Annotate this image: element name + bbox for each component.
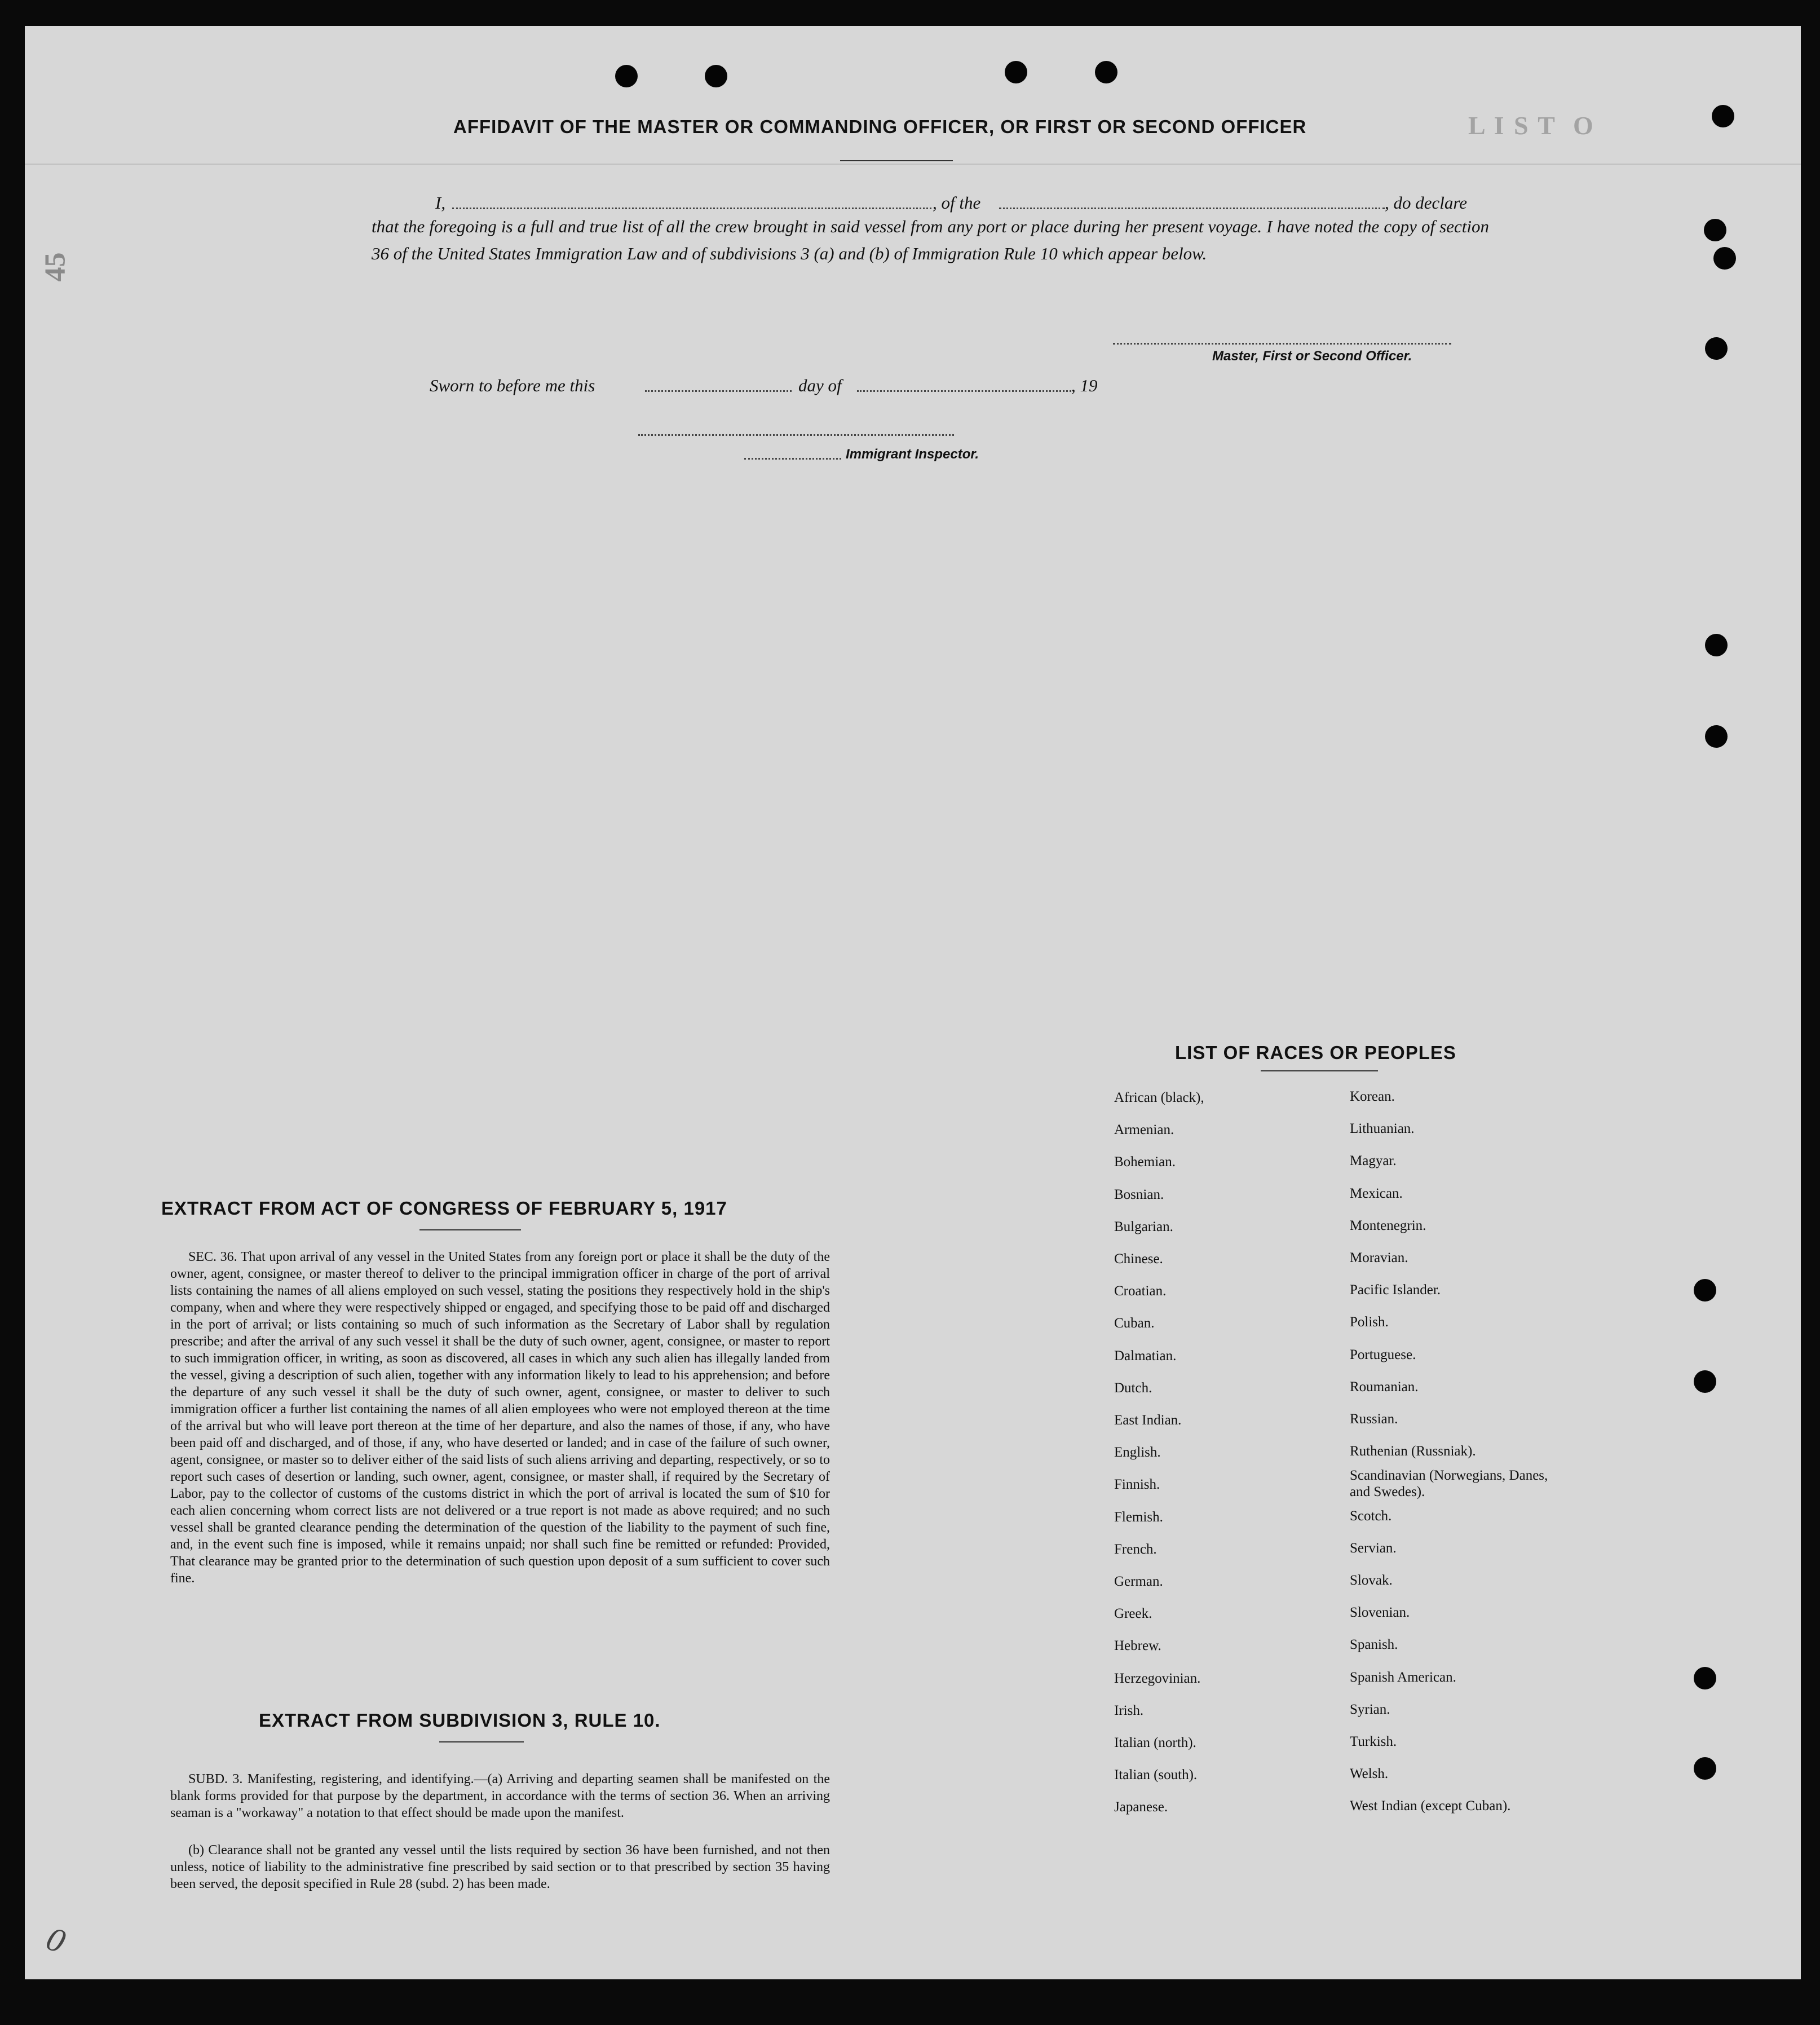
extract-act-title-rule — [419, 1229, 521, 1230]
affidavit-title-rule — [840, 160, 953, 161]
race-item: Hebrew. — [1114, 1638, 1161, 1654]
race-item: Cuban. — [1114, 1316, 1155, 1331]
punch-hole-right-2 — [1704, 219, 1726, 241]
race-item: Bohemian. — [1114, 1154, 1176, 1170]
race-item: Scandinavian (Norwegians, Danes, and Swedes). — [1350, 1468, 1548, 1500]
affidavit-i-label: I, — [435, 193, 446, 213]
race-item: Greek. — [1114, 1606, 1152, 1622]
race-item: Polish. — [1350, 1314, 1389, 1330]
punch-hole-right-5 — [1705, 634, 1728, 656]
race-item: Japanese. — [1114, 1799, 1168, 1815]
extract-act-title: EXTRACT FROM ACT OF CONGRESS OF FEBRUARY 5, 1917 — [161, 1198, 727, 1219]
race-item: Magyar. — [1350, 1153, 1397, 1169]
race-item: Moravian. — [1350, 1250, 1408, 1266]
race-item: Russian. — [1350, 1411, 1398, 1427]
race-item: Dalmatian. — [1114, 1348, 1177, 1364]
affidavit-title: AFFIDAVIT OF THE MASTER OR COMMANDING OFFICER, OR FIRST OR SECOND OFFICER — [453, 116, 1307, 137]
race-item: Servian. — [1350, 1540, 1397, 1556]
bleed-through-rule — [25, 164, 1801, 165]
race-item: Welsh. — [1350, 1766, 1389, 1782]
race-item: Bosnian. — [1114, 1186, 1164, 1202]
race-item: Mexican. — [1350, 1185, 1403, 1201]
race-item: Italian (north). — [1114, 1735, 1196, 1751]
bleed-through-heading: L I S T O — [1468, 111, 1595, 140]
sworn-day-blank[interactable] — [645, 390, 792, 392]
affiant-name-blank[interactable] — [452, 208, 931, 209]
race-item: Slovak. — [1350, 1573, 1393, 1589]
race-item: Montenegrin. — [1350, 1217, 1426, 1233]
race-item: Armenian. — [1114, 1122, 1174, 1138]
races-col-1 — [1114, 1082, 1204, 1824]
race-item: Scotch. — [1350, 1508, 1392, 1524]
extract-rule-para-a: SUBD. 3. Manifesting, registering, and identifying.—(a) Arriving and departing seamen shall be manifested on the blank forms provided for that purpose by the department, in accordance with the terms of section 36. When an arriving seaman is a "workaway" a notation to that effect should be made upon the manifest. — [170, 1772, 830, 1820]
race-item: Bulgarian. — [1114, 1219, 1173, 1234]
race-item: English. — [1114, 1445, 1161, 1461]
race-item: East Indian. — [1114, 1413, 1182, 1428]
punch-hole-right-4 — [1705, 337, 1728, 360]
punch-hole-right-10 — [1694, 1757, 1716, 1780]
punch-hole-right-9 — [1694, 1667, 1716, 1689]
races-title-rule — [1261, 1070, 1378, 1071]
races-col-2 — [1350, 1080, 1570, 1823]
master-signature-caption: Master, First or Second Officer. — [1212, 348, 1412, 364]
affidavit-declare-label: , do declare — [1385, 193, 1468, 213]
race-item: Turkish. — [1350, 1734, 1397, 1750]
extract-act-text: SEC. 36. That upon arrival of any vessel in the United States from any foreign port or place it shall be the duty of the owner, agent, consignee, or master thereof to deliver to the principal immigration officer in charge of the port of arrival lists containing the names of all aliens employed on such vessel, stating the positions they respectively hold in the ship's company, when and where they were respectively shipped or engaged, and specifying those to be paid off and discharged in the port of arrival; or lists containing so much of such information as the Secretary of Labor shall by regulation prescribe; and after the arrival of any such vessel it shall be the duty of such owner, agent, consignee, or master to report to such immigration officer, in writing, as soon as discovered, all cases in which any such alien has illegally landed from the vessel, giving a description of such alien, together with any information likely to lead to his apprehension; and before the departure of any such vessel it shall be the duty of such owner, agent, consignee, or master to deliver to such immigration officer a further list containing the names of all alien employees who were not employed thereon at the time of the arrival but who will leave port thereon at the time of her departure, and also the names of those, if any, who have been paid off and discharged, and of those, if any, who have deserted or landed; and in case of the failure of such owner, agent, consignee, or master so to deliver either of the said lists of such aliens arriving and departing, respectively, or so to report such cases of desertion or landing, such owner, agent, consignee, or master shall, if required by the Secretary of Labor, pay to the collector of customs of the customs district in which the port of arrival is located the sum of $10 for each alien concerning whom correct lists are not delivered or a true report is not made as above required; and no such vessel shall be granted clearance pending the determination of the question of the liability to the payment of such fine, and, in the event such fine is imposed, while it remains unpaid; nor shall such fine be remitted or refunded: Provided, That clearance may be granted prior to the determination of such question upon deposit of a sum sufficient to cover such fine. — [170, 1250, 830, 1586]
race-item: Ruthenian (Russniak). — [1350, 1444, 1476, 1459]
master-signature-blank[interactable] — [1113, 343, 1451, 345]
race-item: Chinese. — [1114, 1251, 1163, 1267]
race-item: Herzegovinian. — [1114, 1670, 1201, 1686]
race-item: Syrian. — [1350, 1701, 1390, 1717]
affidavit-body: that the foregoing is a full and true list of all the crew brought in said vessel from any port or place during her present voyage. I have noted the copy of section 36 of the United States Immigration Law and of subdivisions 3 (a) and (b) of Immigration Rule 10 which appear below. — [372, 217, 1489, 263]
punch-hole-top-3 — [1005, 61, 1027, 83]
race-item: Flemish. — [1114, 1509, 1163, 1525]
sworn-label: Sworn to before me this — [430, 376, 595, 395]
day-of-label: day of — [798, 376, 842, 395]
vessel-name-blank[interactable] — [999, 208, 1385, 209]
document-sheet — [25, 26, 1801, 1979]
race-item: Croatian. — [1114, 1283, 1167, 1299]
extract-rule-title-rule — [439, 1741, 524, 1742]
affidavit-of-the-label: , of the — [933, 193, 981, 213]
inspector-caption: Immigrant Inspector. — [846, 447, 979, 462]
punch-hole-right-8 — [1694, 1370, 1716, 1393]
race-item: Roumanian. — [1350, 1379, 1419, 1395]
race-item: Dutch. — [1114, 1380, 1152, 1396]
race-item: German. — [1114, 1574, 1163, 1590]
race-item: French. — [1114, 1541, 1157, 1557]
race-item: Finnish. — [1114, 1477, 1160, 1493]
race-item: Irish. — [1114, 1702, 1144, 1718]
inspector-signature-blank[interactable] — [638, 434, 954, 436]
race-item: Spanish. — [1350, 1637, 1398, 1653]
punch-hole-right-3 — [1713, 247, 1736, 270]
race-item: Korean. — [1350, 1089, 1395, 1104]
extract-rule-para-b: (b) Clearance shall not be granted any vessel until the lists required by section 36 have been furnished, and not then unless, notice of liability to the administrative fine prescribed by said section or to that prescribed by section 35 having been served, the deposit specified in Rule 28 (subd. 2) has been made. — [170, 1843, 830, 1891]
punch-hole-right-1 — [1712, 105, 1734, 127]
sworn-month-blank[interactable] — [857, 390, 1071, 392]
race-item: Portuguese. — [1350, 1347, 1416, 1362]
extract-rule-title: EXTRACT FROM SUBDIVISION 3, RULE 10. — [259, 1710, 661, 1731]
inspector-caption-leader — [744, 458, 841, 460]
page-number: 45 — [39, 252, 72, 282]
race-item: Italian (south). — [1114, 1767, 1198, 1783]
punch-hole-top-2 — [705, 65, 727, 87]
punch-hole-top-4 — [1095, 61, 1117, 83]
race-item: West Indian (except Cuban). — [1350, 1798, 1511, 1814]
year-label: , 19 — [1071, 376, 1098, 395]
race-item: African (black), — [1114, 1090, 1204, 1105]
punch-hole-top-1 — [615, 65, 638, 87]
punch-hole-right-6 — [1705, 725, 1728, 748]
race-item: Spanish American. — [1350, 1669, 1456, 1685]
race-item: Slovenian. — [1350, 1605, 1410, 1621]
race-item: Lithuanian. — [1350, 1121, 1415, 1137]
pencil-mark: 0 — [41, 1919, 70, 1961]
punch-hole-right-7 — [1694, 1279, 1716, 1302]
race-item: Pacific Islander. — [1350, 1282, 1441, 1298]
races-title: LIST OF RACES OR PEOPLES — [1175, 1042, 1456, 1063]
